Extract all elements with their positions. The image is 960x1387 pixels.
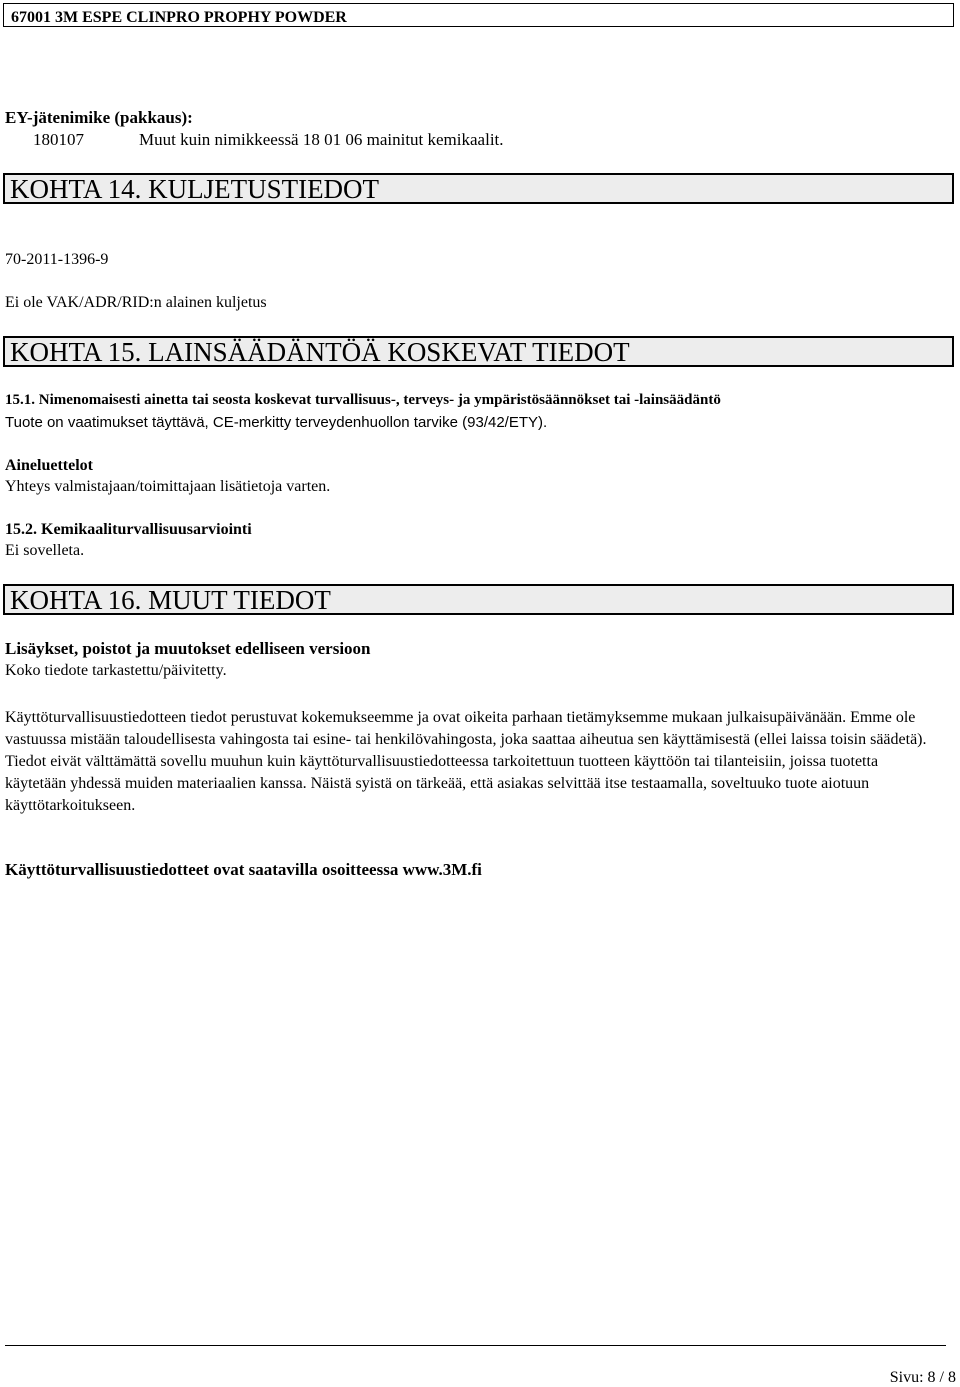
changes-heading: Lisäykset, poistot ja muutokset edelliseen versioon: [5, 639, 371, 658]
transport-note: Ei ole VAK/ADR/RID:n alainen kuljetus: [5, 294, 267, 311]
section-15-1-text: Tuote on vaatimukset täyttävä, CE-merkitty terveydenhuollon tarvike (93/42/ETY).: [5, 414, 548, 431]
waste-description: Muut kuin nimikkeessä 18 01 06 mainitut kemikaalit.: [139, 130, 504, 149]
inventories-text: Yhteys valmistajaan/toimittajaan lisätietoja varten.: [5, 478, 331, 495]
section-15-title: KOHTA 15. LAINSÄÄDÄNTÖÄ KOSKEVAT TIEDOT: [10, 337, 630, 367]
footer-divider: [5, 1345, 946, 1346]
section-15-header: [3, 336, 954, 367]
disclaimer-paragraph: Käyttöturvallisuustiedotteen tiedot perustuvat kokemukseemme ja ovat oikeita parhaan tietämyksemme mukaan julkaisupäivänään. Emme ole vastuussa mistään taloudellisesta vahingosta tai esine- tai henkilövahingosta, joka saattaa aiheutua sen käyttämisestä (ellei laissa toisin säädetä). Tiedot eivät välttämättä sovellu muuhun kuin käyttöturvallisuustiedotteessa tarkoitettuun tuotteen käyttöön tai tilanteisiin, joissa tuotetta käytetään yhdessä muiden materiaalien kanssa. Näistä syistä on tärkeää, että asiakas selvittää itse testaamalla, soveltuuko tuote aiotuun käyttötarkoitukseen.: [5, 709, 927, 814]
document-id: 70-2011-1396-9: [5, 251, 109, 268]
document-header: [3, 3, 954, 27]
section-16-title: KOHTA 16. MUUT TIEDOT: [10, 585, 331, 615]
waste-code: 180107: [33, 130, 84, 149]
section-15-1-heading: 15.1. Nimenomaisesti ainetta tai seosta koskevat turvallisuus-, terveys- ja ympäristösäännökset tai -lainsäädäntö: [5, 392, 721, 408]
section-14-header: [3, 173, 954, 204]
inventories-heading: Aineluettelot: [5, 457, 93, 474]
section-15-2-text: Ei sovelleta.: [5, 542, 85, 559]
section-16-header: [3, 584, 954, 615]
availability-note: Käyttöturvallisuustiedotteet ovat saatavilla osoitteessa www.3M.fi: [5, 860, 482, 879]
product-title: 67001 3M ESPE CLINPRO PROPHY POWDER: [11, 9, 347, 26]
section-14-title: KOHTA 14. KULJETUSTIEDOT: [10, 174, 380, 204]
section-15-2-heading: 15.2. Kemikaaliturvallisuusarviointi: [5, 521, 252, 538]
changes-text: Koko tiedote tarkastettu/päivitetty.: [5, 662, 227, 679]
waste-code-label: EY-jätenimike (pakkaus):: [5, 108, 193, 127]
page-number: Sivu: 8 / 8: [889, 1369, 956, 1386]
